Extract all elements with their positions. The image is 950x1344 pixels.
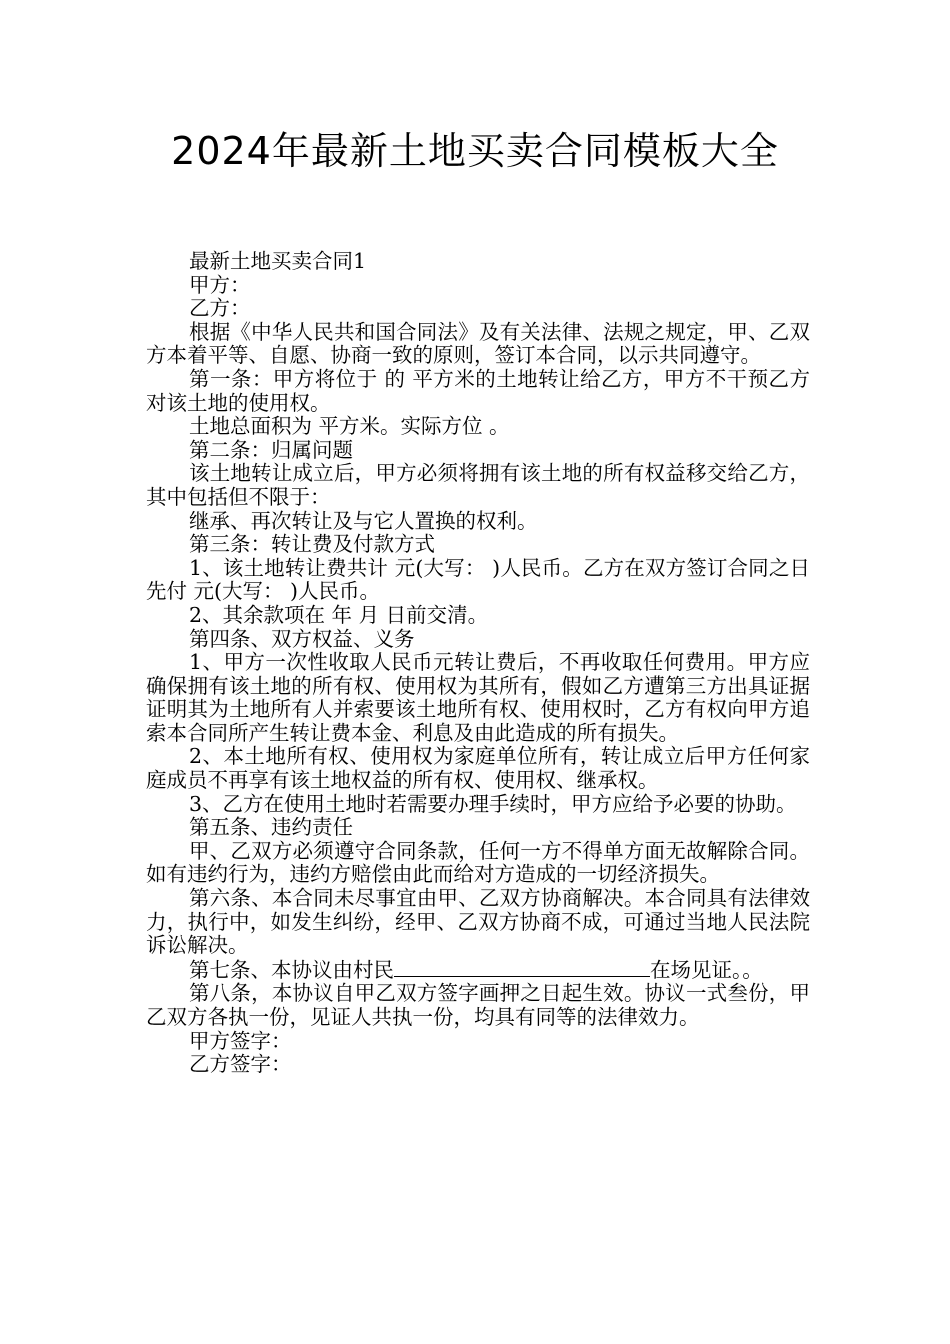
article-4-heading: 第四条、双方权益、义务 [189, 626, 415, 651]
article-7-text-after: 在场见证。。 [650, 957, 763, 982]
party-a-signature: 甲方签字： [189, 1028, 292, 1053]
document-body [146, 250, 810, 1077]
article-4-item-3: 3、乙方在使用土地时若需要办理手续时，甲方应给予必要的协助。 [189, 791, 797, 816]
article-6: 第六条、本合同未尽事宜由甲、乙双方协商解决。本合同具有法律效力，执行中，如发生纠纷，经甲、乙双方协商不成，可通过当地人民法院诉讼解决。 [146, 886, 810, 958]
land-area-line: 土地总面积为 平方米。实际方位 。 [189, 414, 510, 439]
article-2-rights: 继承、再次转让及与它人置换的权利。 [189, 508, 538, 533]
witness-blank-line [394, 958, 650, 977]
article-7 [146, 958, 810, 983]
article-8: 第八条，本协议自甲乙双方签字画押之日起生效。协议一式叁份，甲乙双方各执一份，见证人共执一份，均具有同等的法律效力。 [146, 981, 810, 1029]
article-5-body: 甲、乙双方必须遵守合同条款，任何一方不得单方面无故解除合同。如有违约行为，违约方赔偿由此而给对方造成的一切经济损失。 [146, 838, 810, 887]
document-title: 2024年最新土地买卖合同模板大全 [171, 129, 779, 173]
article-3-item-2: 2、其余款项在 年 月 日前交清。 [189, 602, 489, 627]
article-1: 第一条：甲方将位于 的 平方米的土地转让给乙方，甲方不干预乙方对该土地的使用权。 [146, 366, 810, 415]
party-a-line: 甲方： [189, 272, 251, 297]
party-b-signature: 乙方签字： [189, 1052, 292, 1077]
article-4-item-2: 2、本土地所有权、使用权为家庭单位所有，转让成立后甲方任何家庭成员不再享有该土地权益的所有权、使用权、继承权。 [146, 744, 810, 793]
article-4-item-1: 1、甲方一次性收取人民币元转让费后，不再收取任何费用。甲方应确保拥有该土地的所有权、使用权为其所有，假如乙方遭第三方出具证据证明其为土地所有人并索要该土地所有权、使用权时，乙方有权向甲方追索本合同所产生转让费本金、利息及由此造成的所有损失。 [146, 650, 810, 745]
article-3-item-1: 1、该土地转让费共计 元(大写： )人民币。乙方在双方签订合同之日先付 元(大写： )人民币。 [146, 555, 810, 604]
preamble-paragraph: 根据《中华人民共和国合同法》及有关法律、法规之规定，甲、乙双方本着平等、自愿、协商一致的原则，签订本合同，以示共同遵守。 [146, 319, 810, 368]
article-7-text-before: 第七条、本协议由村民 [189, 957, 394, 982]
section-heading: 最新土地买卖合同1 [189, 249, 367, 273]
article-3-heading: 第三条：转让费及付款方式 [189, 532, 435, 557]
article-2-heading: 第二条：归属问题 [189, 437, 353, 462]
party-b-line: 乙方： [189, 296, 251, 321]
article-5-heading: 第五条、违约责任 [189, 815, 353, 840]
article-2-body: 该土地转让成立后，甲方必须将拥有该土地的所有权益移交给乙方，其中包括但不限于： [146, 461, 810, 509]
